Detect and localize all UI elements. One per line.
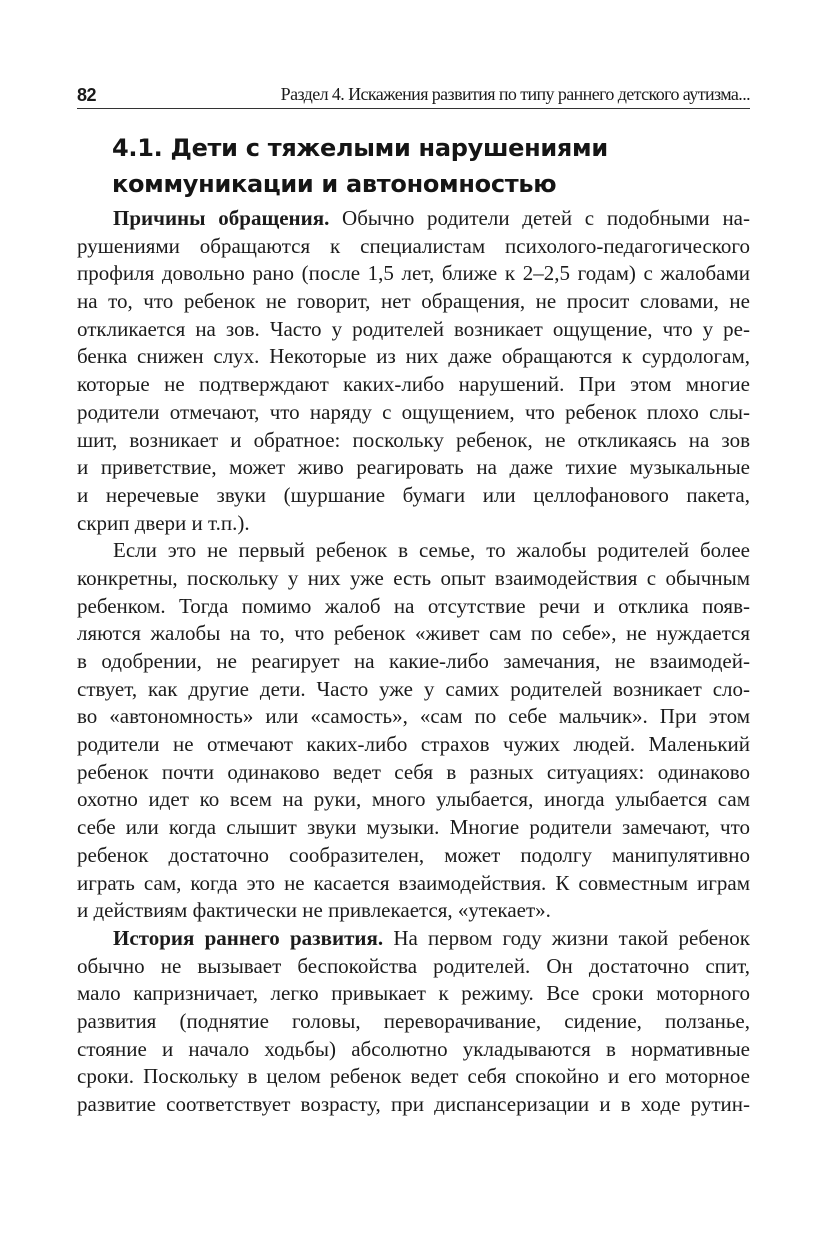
text-line: ребенок достаточно сообразителен, может подолгу манипулятивно [77, 842, 750, 867]
text-line: сроки. Поскольку в целом ребенок ведет себя спокойно и его моторное [77, 1064, 750, 1089]
paragraph-not-first-child [77, 537, 750, 925]
text-line: себе или когда слышит звуки музыки. Многие родители замечают, что [77, 815, 750, 840]
text-line: развития (поднятие головы, переворачивание, сидение, ползанье, [77, 1008, 750, 1033]
text-line: История раннего развития. На первом году жизни такой ребенок [113, 925, 750, 950]
text-line: скрип двери и т.п.). [77, 510, 250, 535]
running-head: Раздел 4. Искажения развития по типу раннего детского аутизма... [280, 84, 750, 104]
paragraph-lead: История раннего развития. [113, 925, 384, 950]
body-text [77, 205, 750, 1119]
paragraph-lead: Причины обращения. [113, 206, 330, 230]
text-line: конкретны, поскольку у них уже есть опыт взаимодействия с обычным [77, 565, 750, 590]
page-number: 82 [77, 85, 97, 105]
text-line: стояние и начало ходьбы) абсолютно укладываются в нормативные [77, 1036, 750, 1061]
text-line: развитие соответствует возрасту, при диспансеризации и в ходе рутин- [77, 1092, 750, 1116]
text-line: на то, что ребенок не говорит, нет обращения, не просит словами, не [77, 289, 750, 314]
text-line: ствует, как другие дети. Часто уже у самих родителей возникает сло- [77, 676, 750, 701]
text-line: обычно не вызывает беспокойства родителей. Он достаточно спит, [77, 953, 750, 978]
text-line: родители отмечают, что наряду с ощущением, что ребенок плохо слы- [77, 399, 750, 424]
text-line: которые не подтверждают каких-либо нарушений. При этом многие [77, 372, 750, 397]
text-line: Причины обращения. Обычно родители детей с подобными на- [113, 206, 750, 230]
paragraph-reasons [77, 205, 750, 537]
section-title-line: коммуникации и автономностью [112, 170, 557, 198]
text-line: во «автономность» или «самость», «сам по себе мальчик». При этом [77, 704, 750, 729]
page-header [77, 84, 750, 109]
text-line: рушениями обращаются к специалистам психолого-педагогического [77, 233, 750, 258]
text-line: и действиям фактически не привлекается, «утекает». [77, 898, 551, 923]
text-line: мало капризничает, легко привыкает к режиму. Все сроки моторного [77, 981, 750, 1006]
text-line: откликается на зов. Часто у родителей возникает ощущение, что у ре- [77, 316, 750, 341]
paragraph-early-development [77, 925, 750, 1119]
text-line: и приветствие, может живо реагировать на даже тихие музыкальные [77, 455, 750, 480]
text-line: и неречевые звуки (шуршание бумаги или целлофанового пакета, [77, 482, 750, 507]
text-line: ребенок почти одинаково ведет себя в разных ситуациях: одинаково [77, 759, 750, 784]
text-line: ребенком. Тогда помимо жалоб на отсутствие речи и отклика появ- [77, 593, 750, 618]
text-line: играть сам, когда это не касается взаимодействия. К совместным играм [77, 870, 750, 895]
text-line: бенка снижен слух. Некоторые из них даже обращаются к сурдологам, [77, 344, 750, 369]
text-line: шит, возникает и обратное: поскольку ребенок, не откликаясь на зов [77, 427, 750, 452]
section-title-line: 4.1. Дети с тяжелыми нарушениями [112, 134, 608, 162]
text-line: ляются жалобы на то, что ребенок «живет сам по себе», не нуждается [77, 621, 750, 646]
text-line: в одобрении, не реагирует на какие-либо замечания, не взаимодей- [77, 649, 750, 673]
text-line: охотно идет ко всем на руки, много улыбается, иногда улыбается сам [77, 787, 750, 812]
text-line: Если это не первый ребенок в семье, то жалобы родителей более [113, 538, 750, 563]
text-line: родители не отмечают каких-либо страхов чужих людей. Маленький [77, 732, 750, 757]
section-title [112, 130, 608, 202]
text-line: профиля довольно рано (после 1,5 лет, ближе к 2–2,5 годам) с жалобами [77, 261, 750, 286]
